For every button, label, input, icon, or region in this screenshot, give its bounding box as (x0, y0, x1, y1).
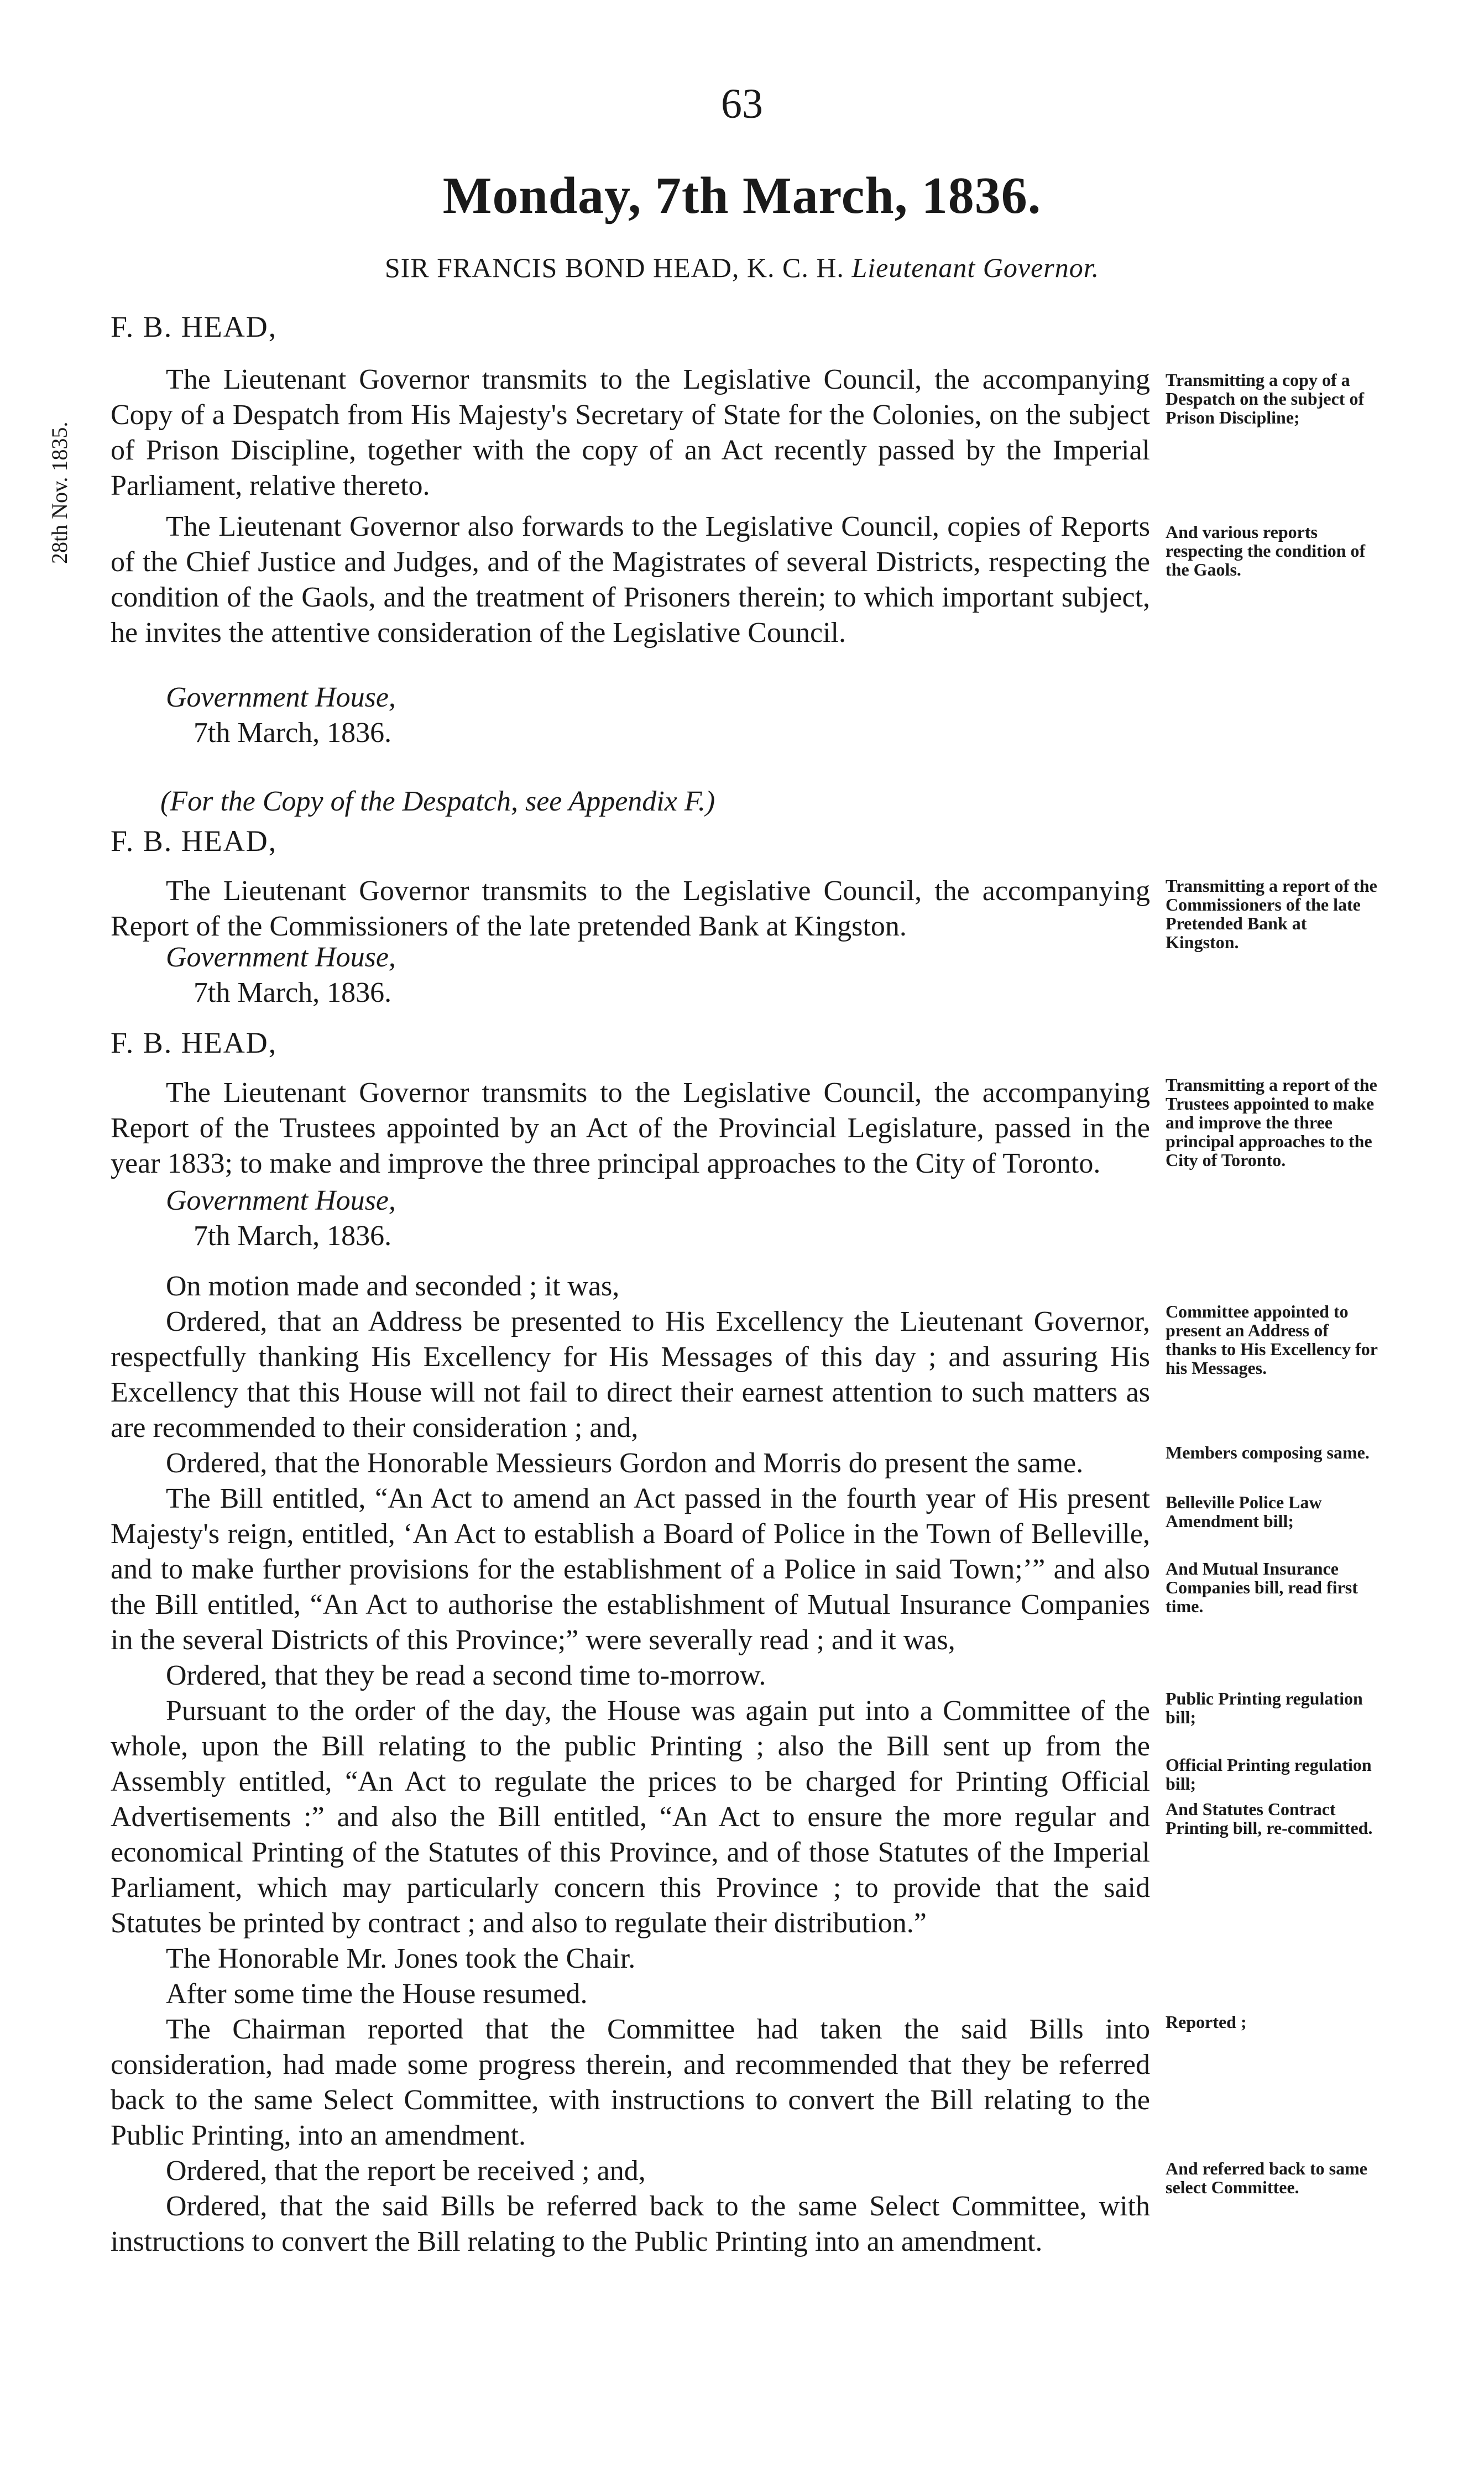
proceeding-8: After some time the House resumed. (166, 1978, 588, 2010)
page-number: 63 (721, 81, 763, 127)
margin-note-prison-discipline: Transmitting a copy of a Despatch on the subject of Prison Discipline; (1166, 370, 1365, 427)
margin-date-vertical: 28th Nov. 1835. (47, 421, 72, 564)
subtitle-name: SIR FRANCIS BOND HEAD, K. C. H. (384, 252, 844, 283)
margin-note-insurance-bill: And Mutual Insurance Companies bill, read first time. (1166, 1559, 1358, 1616)
gov-house-label: Government House, (166, 942, 396, 973)
message-2-para-1: The Lieutenant Governor transmits to the Legislative Council, the accompanying Report of the Commissioners of the late pretended Bank at Kingston. (111, 875, 1150, 942)
gov-house-label: Government House, (166, 1185, 396, 1216)
signature-1: F. B. HEAD, (111, 310, 278, 343)
appendix-note: (For the Copy of the Despatch, see Appendix F.) (160, 786, 715, 817)
proceeding-3: Ordered, that the Honorable Messieurs Gordon and Morris do present the same. (166, 1447, 1084, 1479)
proceeding-9: The Chairman reported that the Committee had taken the said Bills into consideration, had made some progress therein, and recommended that they be referred back to the same Select Committee, with instructions to convert the Bill relating to the Public Printing, into an amendment. (111, 2014, 1150, 2151)
message-3-government-house (166, 1183, 396, 1254)
subtitle (0, 252, 1484, 284)
proceeding-10: Ordered, that the report be received ; and, (166, 2155, 646, 2187)
proceeding-6: Pursuant to the order of the day, the House was again put into a Committee of the whole, upon the Bill relating to the public Printing ; also the Bill sent up from the Assembly entitled, “An Act to regulate the prices to be charged for Printing Official Advertisements :” and also the Bill entitled, “An Act to ensure the more regular and economical Printing of the Statutes of this Province, and of those Statutes of the Imperial Parliament, which may particularly concern this Province ; to provide that the said Statutes be printed by contract ; and also to regulate their distribution.” (111, 1695, 1150, 1939)
gov-date: 7th March, 1836. (194, 717, 392, 749)
gov-house-label: Government House, (166, 682, 396, 713)
page-title: Monday, 7th March, 1836. (442, 167, 1042, 224)
subtitle-role: Lieutenant Governor. (851, 252, 1100, 283)
proceeding-11: Ordered, that the said Bills be referred back to the same Select Committee, with instructions to convert the Bill relating to the Public Printing into an amendment. (111, 2191, 1150, 2257)
margin-note-address-committee: Committee appointed to present an Address of thanks to His Excellency for his Messages. (1166, 1301, 1378, 1378)
margin-note-statutes-printing: And Statutes Contract Printing bill, re-committed. (1166, 1799, 1373, 1838)
gov-date: 7th March, 1836. (194, 1220, 392, 1252)
proceeding-2: Ordered, that an Address be presented to His Excellency the Lieutenant Governor, respectfully thanking His Excellency for His Messages of this day ; and assuring His Excellency that this House will not fail to direct their earnest attention to such matters as are recommended to their consideration ; and, (111, 1306, 1150, 1444)
margin-note-reported: Reported ; (1166, 2012, 1247, 2032)
gov-date: 7th March, 1836. (194, 977, 392, 1008)
message-1-para-1: The Lieutenant Governor transmits to the Legislative Council, the accompanying Copy of a Despatch from His Majesty's Secretary of State for the Colonies, on the subject of Prison Discipline, together with the copy of an Act recently passed by the Imperial Parliament, relative thereto. (111, 364, 1150, 501)
message-2-body (111, 874, 1150, 944)
margin-note-official-printing: Official Printing regulation bill; (1166, 1755, 1372, 1794)
signature-2: F. B. HEAD, (111, 824, 278, 858)
signature-3: F. B. HEAD, (111, 1026, 278, 1059)
proceeding-5: Ordered, that they be read a second time to-morrow. (166, 1660, 766, 1691)
margin-note-public-printing: Public Printing regulation bill; (1166, 1688, 1363, 1727)
message-2-government-house (166, 940, 396, 1011)
message-3-para-1: The Lieutenant Governor transmits to the Legislative Council, the accompanying Report of the Trustees appointed by an Act of the Provincial Legislature, passed in the year 1833; to make and improve the three principal approaches to the City of Toronto. (111, 1077, 1150, 1179)
message-1-body (111, 362, 1150, 651)
proceeding-7: The Honorable Mr. Jones took the Chair. (166, 1943, 636, 1974)
margin-note-belleville-bill: Belleville Police Law Amendment bill; (1166, 1492, 1322, 1531)
margin-note-referred-back: And referred back to same select Committee. (1166, 2158, 1367, 2197)
margin-note-members: Members composing same. (1166, 1442, 1370, 1462)
margin-note-bank-kingston: Transmitting a report of the Commissioners of the late Pretended Bank at Kingston. (1166, 876, 1377, 952)
proceedings (111, 1269, 1150, 2260)
message-1-para-2: The Lieutenant Governor also forwards to the Legislative Council, copies of Reports of the Chief Justice and Judges, and of the Magistrates of several Districts, respecting the condition of the Gaols, and the treatment of Prisoners therein; to which important subject, he invites the attentive consideration of the Legislative Council. (111, 511, 1150, 649)
proceeding-1: On motion made and seconded ; it was, (166, 1271, 620, 1302)
message-3-body (111, 1075, 1150, 1182)
proceeding-4: The Bill entitled, “An Act to amend an Act passed in the fourth year of His present Majesty's reign, entitled, ‘An Act to establish a Board of Police in the Town of Belleville, and to make further provisions for the establishment of a Police in said Town;’” and also the Bill entitled, “An Act to authorise the establishment of Mutual Insurance Companies in the several Districts of this Province;” were severally read ; and it was, (111, 1483, 1150, 1656)
margin-note-gaol-reports: And various reports respecting the condition of the Gaols. (1166, 522, 1366, 579)
message-1-government-house (166, 680, 396, 751)
margin-note-toronto-approaches: Transmitting a report of the Trustees appointed to make and improve the three principal approaches to the City of Toronto. (1166, 1075, 1377, 1170)
